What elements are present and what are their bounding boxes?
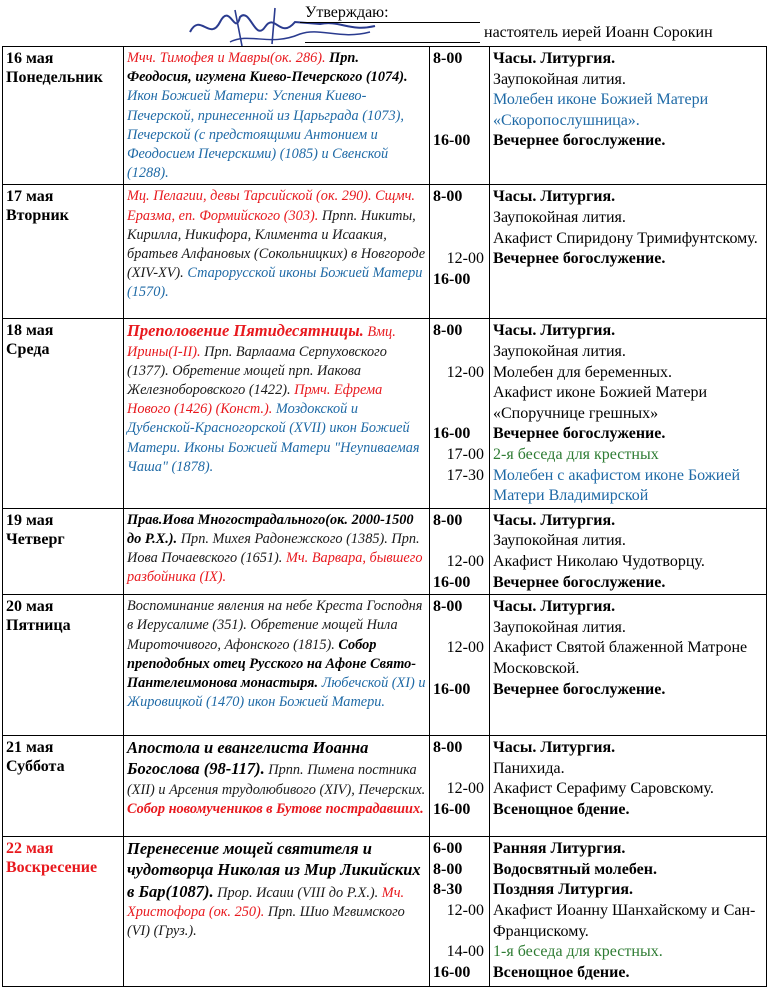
service-time: 17-30 — [446, 466, 484, 484]
saints-cell — [124, 185, 430, 319]
service-time: 8-00 — [433, 860, 463, 878]
day-row — [3, 837, 767, 987]
day-date: 22 мая — [6, 840, 54, 858]
service-item: Заупокойная лития. — [493, 618, 626, 636]
day-weekday: Пятница — [6, 617, 71, 635]
service-time: 12-00 — [446, 901, 484, 919]
day-weekday: Воскресение — [6, 859, 98, 877]
services-cell — [490, 595, 767, 736]
service-item: Молебен с акафистом иконе Божией Матери Владимирской — [493, 466, 741, 505]
day-row — [3, 736, 767, 837]
day-row — [3, 595, 767, 736]
approve-strike-line — [300, 22, 480, 23]
service-item: Часы. Литургия. — [493, 739, 616, 757]
saints-cell — [124, 47, 430, 185]
saints-cell — [124, 837, 430, 987]
day-weekday: Среда — [6, 341, 50, 359]
rector-name: настоятель иерей Иоанн Сорокин — [484, 24, 713, 41]
service-time — [433, 659, 486, 680]
service-item: Заупокойная лития. — [493, 343, 626, 361]
service-item: Акафист иконе Божией Матери «Споручнице грешных» — [493, 384, 708, 422]
service-item: Заупокойная лития. — [493, 532, 626, 550]
services-cell — [490, 185, 767, 319]
day-cell — [3, 185, 124, 319]
service-time: 16-00 — [433, 573, 471, 591]
day-cell — [3, 47, 124, 185]
service-time — [433, 208, 486, 229]
services-cell — [490, 837, 767, 987]
saint-commemoration: Прор. Исаии (VIII до Р.Х.). — [213, 884, 379, 901]
day-row — [3, 508, 767, 594]
service-time — [433, 70, 486, 91]
service-item: Акафист Спиридону Тримифунтскому. — [493, 229, 758, 247]
times-cell — [430, 319, 490, 508]
day-date: 18 мая — [6, 322, 54, 340]
saint-commemoration: Прав.Иова Многострадального(ок. 2000-1500 до Р.Х.). — [127, 511, 414, 547]
saint-commemoration: Прп. Варлаама Серпуховского (1377). Обретение мощей прп. Иакова Железноборовского (1422). — [127, 343, 387, 399]
service-item: Вечернее богослужение. — [493, 573, 666, 591]
service-item: Акафист Святой блаженной Матроне Московской. — [493, 639, 748, 677]
day-weekday: Вторник — [6, 207, 69, 225]
saint-commemoration: Прп. Михея Радонежского (1385). Прп. Иова Почаевского (1651). — [127, 530, 420, 567]
saint-commemoration: Мч. Варвара, бывшего разбойника (IX). — [127, 550, 423, 586]
service-item: Вечернее богослужение. — [493, 132, 666, 150]
service-time — [433, 229, 486, 250]
service-item: Часы. Литургия. — [493, 50, 616, 67]
service-time: 8-00 — [433, 739, 463, 757]
service-time: 16-00 — [433, 132, 471, 150]
service-item: Ранняя Литургия. — [493, 840, 626, 858]
service-item: 2-я беседа для крестных — [493, 445, 659, 463]
saint-commemoration: Моздокской и Дубенской-Красногорской (XVII) икон Божией Матери. Иконы Божией Матери "Неупиваемая Чаша" (1878). — [127, 401, 420, 475]
service-item: 1-я беседа для крестных. — [493, 943, 663, 961]
service-time — [433, 759, 486, 780]
service-time: 8-30 — [433, 881, 463, 899]
service-item: Молебен иконе Божией Матери «Скоропослушница». — [493, 91, 709, 129]
service-item: Акафист Иоанну Шанхайскому и Сан-Францискому. — [493, 901, 756, 940]
service-time: 14-00 — [446, 943, 484, 961]
day-weekday: Четверг — [6, 530, 65, 548]
saint-commemoration: Перенесение мощей святителя и чудотворца Николая из Мир Ликийских в Бар(1087). — [127, 839, 421, 901]
day-cell — [3, 736, 124, 837]
day-cell — [3, 319, 124, 508]
service-time — [433, 90, 486, 111]
service-item: Часы. Литургия. — [493, 188, 616, 206]
times-cell — [430, 185, 490, 319]
signature-line — [305, 42, 480, 43]
day-date: 19 мая — [6, 511, 54, 529]
saint-commemoration: Прп. Феодосия, игумена Киево-Печерского (1074). — [127, 50, 408, 86]
saint-commemoration: Прпп. Пимена постника (XII) и Арсения трудолюбивого (XIV), Печерских. — [127, 762, 426, 798]
day-date: 16 мая — [6, 50, 54, 67]
saint-commemoration: Мц. Пелагии, девы Тарсийской (ок. 290). Сщмч. Еразма, еп. Формийского (303). — [127, 188, 415, 224]
service-item: Водосвятный молебен. — [493, 860, 657, 878]
saint-commemoration: Вмц. Ирины(I-II). — [127, 324, 396, 360]
service-item: Молебен для беременных. — [493, 363, 673, 381]
service-time: 12-00 — [446, 639, 484, 657]
service-item: Заупокойная лития. — [493, 70, 626, 88]
saint-commemoration: Прпп. Никиты, Кирилла, Никифора, Климента и Исаакия, братьев Алфановых (Сокольницких) в Новгороде (XIV-XV). — [127, 207, 426, 282]
service-item: Акафист Николаю Чудотворцу. — [493, 552, 705, 570]
service-time — [433, 342, 486, 363]
service-item: Часы. Литургия. — [493, 511, 616, 529]
service-time: 12-00 — [446, 780, 484, 798]
service-time: 16-00 — [433, 680, 471, 698]
day-weekday: Понедельник — [6, 69, 103, 86]
service-time — [433, 922, 486, 943]
service-time: 12-00 — [446, 363, 484, 381]
service-item: Всенощное бдение. — [493, 800, 630, 818]
day-weekday: Суббота — [6, 758, 65, 776]
schedule-table — [2, 46, 767, 987]
service-item: Часы. Литургия. — [493, 322, 616, 340]
service-item: Вечернее богослужение. — [493, 425, 666, 443]
times-cell — [430, 595, 490, 736]
service-time: 8-00 — [433, 188, 463, 206]
saint-commemoration: Собор новомучеников в Бутове пострадавших. — [127, 800, 424, 817]
service-item: Акафист Серафиму Саровскому. — [493, 780, 714, 798]
service-time: 17-00 — [446, 445, 484, 463]
day-date: 21 мая — [6, 739, 54, 757]
service-item: Панихида. — [493, 759, 565, 777]
service-time: 8-00 — [433, 511, 463, 529]
saint-commemoration: Собор преподобных отец Русского на Афоне Свято-Пантелеимонова монастыря. — [127, 636, 417, 691]
service-time — [433, 383, 486, 404]
service-item: Поздняя Литургия. — [493, 881, 634, 899]
services-cell — [490, 508, 767, 594]
approval-header — [0, 0, 768, 48]
service-time: 8-00 — [433, 598, 463, 616]
service-time: 16-00 — [433, 963, 471, 981]
service-item: Часы. Литургия. — [493, 598, 616, 616]
service-time: 16-00 — [433, 425, 471, 443]
day-row — [3, 47, 767, 185]
day-cell — [3, 595, 124, 736]
times-cell — [430, 47, 490, 185]
saint-commemoration: Любечской (XI) и Жировицкой (1470) икон Божией Матери. — [127, 674, 426, 711]
service-time: 6-00 — [433, 840, 463, 858]
saint-commemoration: Воспоминание явления на небе Креста Господня в Иерусалиме (351). Обретение мощей Нила Мироточивого, Афонского (1815). — [127, 598, 423, 653]
saint-commemoration: Старорусской иконы Божией Матери (1570). — [127, 265, 423, 301]
times-cell — [430, 736, 490, 837]
saints-cell — [124, 736, 430, 837]
day-row — [3, 319, 767, 508]
service-time: 16-00 — [433, 270, 471, 288]
day-cell — [3, 837, 124, 987]
services-cell — [490, 47, 767, 185]
saint-commemoration: Преполовение Пятидесятницы. — [127, 321, 364, 341]
service-time — [433, 404, 486, 425]
saint-commemoration: Мчч. Тимофея и Мавры(ок. 286). — [127, 50, 326, 66]
service-item: Заупокойная лития. — [493, 209, 626, 227]
saint-commemoration: Мч. Христофора (ок. 250). — [127, 884, 405, 920]
service-time — [433, 618, 486, 639]
saint-commemoration: Апостола и евангелиста Иоанна Богослова (98-117). — [127, 738, 369, 779]
service-item: Вечернее богослужение. — [493, 250, 666, 268]
service-time — [433, 111, 486, 132]
day-date: 20 мая — [6, 598, 54, 616]
day-date: 17 мая — [6, 188, 54, 206]
service-time — [433, 531, 486, 552]
saints-cell — [124, 595, 430, 736]
service-item: Вечернее богослужение. — [493, 680, 666, 698]
saints-cell — [124, 319, 430, 508]
saint-commemoration: Икон Божией Матери: Успения Киево-Печерской, принесенной из Царьграда (1073), Печерской (с предстоящими Антонием и Феодосием Печерскими) (1085) и Свенской (1288). — [127, 88, 404, 182]
service-time: 16-00 — [433, 800, 471, 818]
service-time: 8-00 — [433, 322, 463, 340]
saint-commemoration: Прмч. Ефрема Нового (1426) (Конст.). — [127, 382, 383, 418]
service-item: Всенощное бдение. — [493, 963, 630, 981]
service-time: 8-00 — [433, 50, 463, 67]
approve-label: Утверждаю: — [305, 4, 389, 21]
times-cell — [430, 508, 490, 594]
times-cell — [430, 837, 490, 987]
saint-commemoration: Прп. Шио Мгвимского (VI) (Груз.). — [127, 903, 405, 939]
service-time: 12-00 — [446, 552, 484, 570]
service-time: 12-00 — [446, 250, 484, 268]
day-row — [3, 185, 767, 319]
services-cell — [490, 319, 767, 508]
services-cell — [490, 736, 767, 837]
saints-cell — [124, 508, 430, 594]
day-cell — [3, 508, 124, 594]
